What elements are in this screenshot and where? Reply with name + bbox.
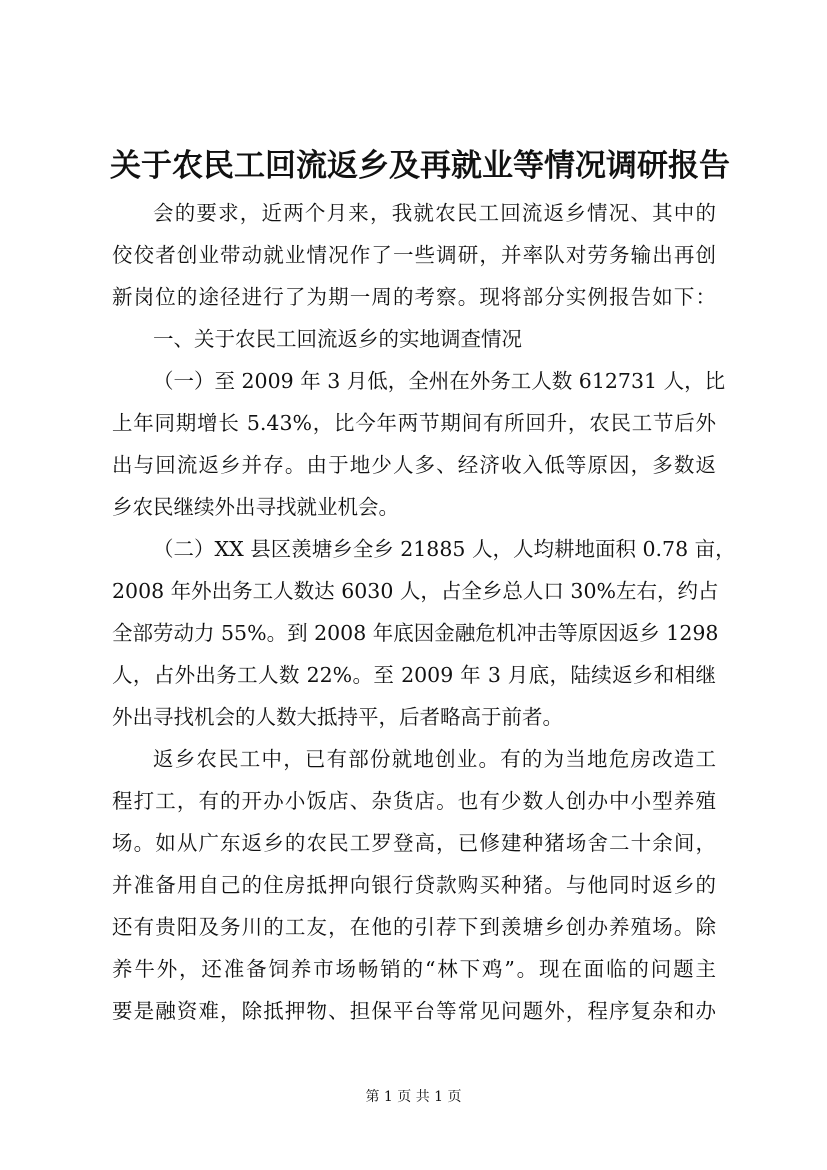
body-line: （二）XX 县区羡塘乡全乡 21885 人，人均耕地面积 0.78 亩， (153, 537, 736, 561)
body-line: 场。如从广东返乡的农民工罗登高，已修建种猪场舍二十余间， (112, 831, 716, 855)
body-line: 出与回流返乡并存。由于地少人多、经济收入低等原因，多数返 (112, 453, 716, 477)
page-footer: 第 1 页 共 1 页 (365, 1089, 462, 1105)
body-line: 佼佼者创业带动就业情况作了一些调研，并率队对劳务输出再创 (112, 243, 716, 267)
body-line: 乡农民继续外出寻找就业机会。 (112, 495, 399, 519)
body-line: 新岗位的途径进行了为期一周的考察。现将部分实例报告如下： (112, 285, 716, 309)
body-line: 上年同期增长 5.43%，比今年两节期间有所回升，农民工节后外 (112, 411, 716, 435)
body-line: 并准备用自己的住房抵押向银行贷款购买种猪。与他同时返乡的 (112, 873, 716, 897)
body-line: 人，占外出务工人数 22%。至 2009 年 3 月底，陆续返乡和相继 (112, 663, 716, 687)
body-line: 还有贵阳及务川的工友，在他的引荐下到羡塘乡创办养殖场。除 (112, 915, 716, 939)
body-line: 2008 年外出务工人数达 6030 人，占全乡总人口 30%左右，约占 (112, 579, 719, 603)
body-line: 会的要求，近两个月来，我就农民工回流返乡情况、其中的 (153, 201, 716, 225)
body-line: 要是融资难，除抵押物、担保平台等常见问题外，程序复杂和办 (112, 999, 716, 1023)
body-line: 全部劳动力 55%。到 2008 年底因金融危机冲击等原因返乡 1298 (112, 621, 719, 645)
body-line: 返乡农民工中，已有部份就地创业。有的为当地危房改造工 (153, 747, 716, 771)
body-line: 外出寻找机会的人数大抵持平，后者略高于前者。 (112, 705, 563, 729)
body-line: 程打工，有的开办小饭店、杂货店。也有少数人创办中小型养殖 (112, 789, 716, 813)
body-line: （一）至 2009 年 3 月低，全州在外务工人数 612731 人，比 (153, 369, 726, 393)
section-heading: 一、关于农民工回流返乡的实地调查情况 (153, 327, 522, 351)
body-line: 养牛外，还准备饲养市场畅销的“林下鸡”。现在面临的问题主 (112, 957, 716, 981)
document-title: 关于农民工回流返乡及再就业等情况调研报告 (110, 148, 730, 184)
